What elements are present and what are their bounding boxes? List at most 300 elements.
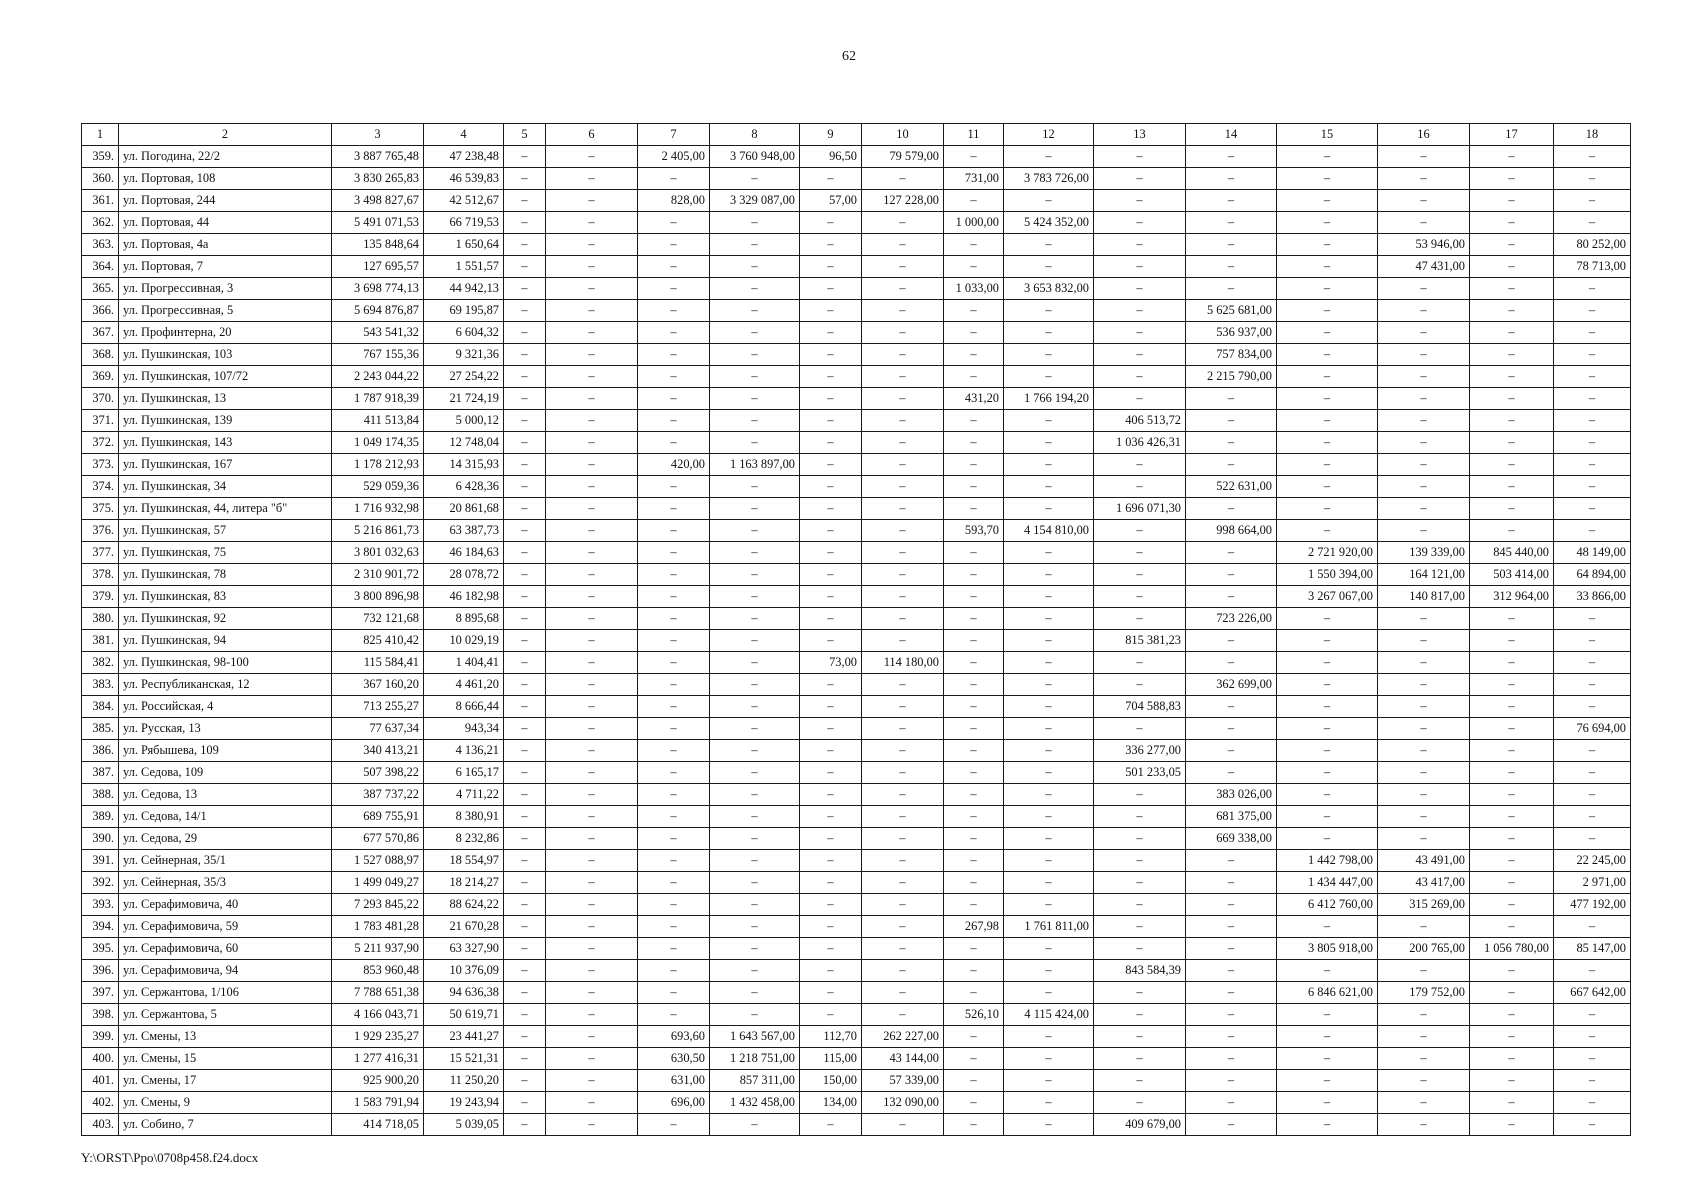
table-row: [82, 784, 1631, 806]
table-row: [82, 454, 1631, 476]
value-cell: –: [710, 960, 800, 982]
value-cell: 44 942,13: [424, 278, 504, 300]
value-cell: –: [710, 894, 800, 916]
value-cell: –: [710, 784, 800, 806]
value-cell: –: [638, 718, 710, 740]
value-cell: 1 499 049,27: [332, 872, 424, 894]
value-cell: –: [1554, 278, 1631, 300]
value-cell: –: [546, 982, 638, 1004]
value-cell: 85 147,00: [1554, 938, 1631, 960]
value-cell: 27 254,22: [424, 366, 504, 388]
value-cell: –: [1470, 762, 1554, 784]
value-cell: 1 583 791,94: [332, 1092, 424, 1114]
value-cell: –: [1186, 410, 1277, 432]
value-cell: 79 579,00: [862, 146, 944, 168]
table-row: [82, 476, 1631, 498]
value-cell: –: [1277, 916, 1378, 938]
value-cell: –: [1186, 1092, 1277, 1114]
value-cell: –: [504, 872, 546, 894]
value-cell: –: [1004, 630, 1094, 652]
value-cell: –: [504, 982, 546, 1004]
value-cell: –: [1004, 476, 1094, 498]
value-cell: –: [800, 366, 862, 388]
value-cell: –: [546, 564, 638, 586]
value-cell: 843 584,39: [1094, 960, 1186, 982]
value-cell: –: [1277, 344, 1378, 366]
table-row: [82, 1048, 1631, 1070]
value-cell: –: [1186, 146, 1277, 168]
value-cell: –: [862, 608, 944, 630]
value-cell: –: [638, 762, 710, 784]
value-cell: –: [638, 234, 710, 256]
value-cell: –: [800, 432, 862, 454]
value-cell: –: [862, 564, 944, 586]
value-cell: –: [1554, 1070, 1631, 1092]
page-number: 62: [842, 49, 856, 64]
value-cell: –: [1277, 278, 1378, 300]
value-cell: –: [1378, 960, 1470, 982]
row-number-cell: 390.: [82, 828, 119, 850]
value-cell: –: [638, 300, 710, 322]
row-number-cell: 397.: [82, 982, 119, 1004]
value-cell: –: [944, 542, 1004, 564]
value-cell: –: [546, 410, 638, 432]
value-cell: 536 937,00: [1186, 322, 1277, 344]
table-row: [82, 190, 1631, 212]
value-cell: 757 834,00: [1186, 344, 1277, 366]
value-cell: 414 718,05: [332, 1114, 424, 1136]
table-row: [82, 278, 1631, 300]
value-cell: –: [1004, 740, 1094, 762]
value-cell: –: [546, 388, 638, 410]
value-cell: –: [1186, 872, 1277, 894]
value-cell: –: [944, 762, 1004, 784]
value-cell: 4 461,20: [424, 674, 504, 696]
value-cell: –: [1004, 894, 1094, 916]
value-cell: 8 380,91: [424, 806, 504, 828]
value-cell: 2 243 044,22: [332, 366, 424, 388]
value-cell: –: [862, 1114, 944, 1136]
data-table: [81, 123, 1631, 1136]
file-path-footer: Y:\ORST\Ppo\0708p458.f24.docx: [81, 1150, 259, 1165]
value-cell: –: [944, 1070, 1004, 1092]
value-cell: –: [638, 674, 710, 696]
value-cell: –: [1378, 828, 1470, 850]
value-cell: –: [710, 476, 800, 498]
table-row: [82, 432, 1631, 454]
value-cell: –: [1186, 168, 1277, 190]
value-cell: 943,34: [424, 718, 504, 740]
value-cell: –: [504, 1048, 546, 1070]
value-cell: 6 412 760,00: [1277, 894, 1378, 916]
value-cell: –: [800, 740, 862, 762]
value-cell: –: [504, 1070, 546, 1092]
value-cell: –: [638, 982, 710, 1004]
value-cell: 1 527 088,97: [332, 850, 424, 872]
table-row: [82, 652, 1631, 674]
value-cell: 262 227,00: [862, 1026, 944, 1048]
value-cell: 315 269,00: [1378, 894, 1470, 916]
value-cell: 43 491,00: [1378, 850, 1470, 872]
value-cell: –: [1094, 608, 1186, 630]
value-cell: –: [1094, 564, 1186, 586]
row-number-cell: 401.: [82, 1070, 119, 1092]
value-cell: 713 255,27: [332, 696, 424, 718]
address-cell: ул. Пушкинская, 75: [119, 542, 332, 564]
value-cell: –: [1470, 520, 1554, 542]
value-cell: –: [800, 212, 862, 234]
value-cell: –: [944, 146, 1004, 168]
value-cell: 4 711,22: [424, 784, 504, 806]
table-row: [82, 674, 1631, 696]
value-cell: 1 551,57: [424, 256, 504, 278]
value-cell: –: [1470, 806, 1554, 828]
value-cell: –: [1378, 300, 1470, 322]
row-number-cell: 359.: [82, 146, 119, 168]
value-cell: –: [1186, 762, 1277, 784]
value-cell: –: [1186, 212, 1277, 234]
value-cell: –: [504, 894, 546, 916]
value-cell: –: [546, 476, 638, 498]
value-cell: –: [546, 1048, 638, 1070]
value-cell: –: [944, 564, 1004, 586]
column-number-header: 1: [82, 124, 119, 146]
value-cell: –: [1470, 1114, 1554, 1136]
value-cell: –: [1094, 1004, 1186, 1026]
value-cell: –: [1554, 1048, 1631, 1070]
value-cell: 9 321,36: [424, 344, 504, 366]
value-cell: –: [800, 784, 862, 806]
value-cell: 57,00: [800, 190, 862, 212]
value-cell: –: [710, 322, 800, 344]
row-number-cell: 378.: [82, 564, 119, 586]
value-cell: –: [800, 168, 862, 190]
value-cell: –: [1004, 1026, 1094, 1048]
value-cell: –: [944, 938, 1004, 960]
value-cell: –: [1378, 630, 1470, 652]
value-cell: –: [638, 740, 710, 762]
value-cell: 10 029,19: [424, 630, 504, 652]
table-row: [82, 828, 1631, 850]
value-cell: –: [800, 960, 862, 982]
value-cell: 179 752,00: [1378, 982, 1470, 1004]
address-cell: ул. Серафимовича, 40: [119, 894, 332, 916]
value-cell: –: [710, 674, 800, 696]
value-cell: –: [1004, 146, 1094, 168]
value-cell: –: [1277, 212, 1378, 234]
value-cell: 362 699,00: [1186, 674, 1277, 696]
value-cell: –: [1470, 674, 1554, 696]
value-cell: –: [944, 1092, 1004, 1114]
value-cell: 825 410,42: [332, 630, 424, 652]
value-cell: –: [1470, 740, 1554, 762]
value-cell: 477 192,00: [1554, 894, 1631, 916]
value-cell: –: [638, 1114, 710, 1136]
value-cell: –: [944, 300, 1004, 322]
value-cell: –: [1277, 190, 1378, 212]
value-cell: –: [1554, 1114, 1631, 1136]
value-cell: –: [710, 872, 800, 894]
value-cell: –: [1470, 234, 1554, 256]
value-cell: –: [862, 960, 944, 982]
column-number-header: 9: [800, 124, 862, 146]
value-cell: –: [638, 608, 710, 630]
value-cell: –: [504, 1114, 546, 1136]
value-cell: –: [504, 520, 546, 542]
address-cell: ул. Портовая, 7: [119, 256, 332, 278]
value-cell: 1 696 071,30: [1094, 498, 1186, 520]
value-cell: 88 624,22: [424, 894, 504, 916]
value-cell: 501 233,05: [1094, 762, 1186, 784]
column-number-header: 17: [1470, 124, 1554, 146]
value-cell: 336 277,00: [1094, 740, 1186, 762]
value-cell: –: [1470, 872, 1554, 894]
value-cell: –: [504, 828, 546, 850]
value-cell: –: [862, 520, 944, 542]
value-cell: –: [1378, 916, 1470, 938]
address-cell: ул. Пушкинская, 13: [119, 388, 332, 410]
value-cell: 6 428,36: [424, 476, 504, 498]
value-cell: –: [862, 762, 944, 784]
table-row: [82, 982, 1631, 1004]
value-cell: –: [944, 806, 1004, 828]
value-cell: –: [1554, 190, 1631, 212]
value-cell: –: [1004, 498, 1094, 520]
value-cell: 998 664,00: [1186, 520, 1277, 542]
value-cell: –: [1378, 146, 1470, 168]
address-cell: ул. Пушкинская, 139: [119, 410, 332, 432]
address-cell: ул. Сейнерная, 35/3: [119, 872, 332, 894]
value-cell: –: [1378, 454, 1470, 476]
value-cell: 1 404,41: [424, 652, 504, 674]
value-cell: –: [1186, 1004, 1277, 1026]
value-cell: 1 761 811,00: [1004, 916, 1094, 938]
value-cell: –: [862, 982, 944, 1004]
value-cell: –: [546, 762, 638, 784]
table-row: [82, 300, 1631, 322]
value-cell: –: [862, 300, 944, 322]
value-cell: 46 539,83: [424, 168, 504, 190]
address-cell: ул. Пушкинская, 83: [119, 586, 332, 608]
table-row: [82, 344, 1631, 366]
value-cell: –: [800, 938, 862, 960]
value-cell: 1 716 932,98: [332, 498, 424, 520]
row-number-cell: 402.: [82, 1092, 119, 1114]
value-cell: 18 554,97: [424, 850, 504, 872]
value-cell: 76 694,00: [1554, 718, 1631, 740]
value-cell: –: [504, 432, 546, 454]
value-cell: 43 144,00: [862, 1048, 944, 1070]
value-cell: –: [1554, 344, 1631, 366]
value-cell: –: [546, 652, 638, 674]
value-cell: –: [1094, 586, 1186, 608]
value-cell: –: [546, 828, 638, 850]
value-cell: –: [944, 498, 1004, 520]
value-cell: –: [1186, 630, 1277, 652]
value-cell: 1 766 194,20: [1004, 388, 1094, 410]
value-cell: –: [710, 762, 800, 784]
value-cell: 267,98: [944, 916, 1004, 938]
value-cell: 526,10: [944, 1004, 1004, 1026]
value-cell: 5 694 876,87: [332, 300, 424, 322]
value-cell: 631,00: [638, 1070, 710, 1092]
row-number-cell: 365.: [82, 278, 119, 300]
row-number-cell: 384.: [82, 696, 119, 718]
value-cell: –: [1277, 300, 1378, 322]
value-cell: –: [1004, 850, 1094, 872]
value-cell: –: [1004, 564, 1094, 586]
value-cell: –: [862, 938, 944, 960]
value-cell: –: [944, 322, 1004, 344]
row-number-cell: 380.: [82, 608, 119, 630]
value-cell: 134,00: [800, 1092, 862, 1114]
value-cell: –: [638, 1004, 710, 1026]
value-cell: –: [1554, 740, 1631, 762]
value-cell: –: [1554, 1026, 1631, 1048]
value-cell: 2 405,00: [638, 146, 710, 168]
value-cell: 28 078,72: [424, 564, 504, 586]
value-cell: –: [800, 806, 862, 828]
value-cell: –: [1277, 146, 1378, 168]
value-cell: 3 830 265,83: [332, 168, 424, 190]
value-cell: 15 521,31: [424, 1048, 504, 1070]
address-cell: ул. Прогрессивная, 5: [119, 300, 332, 322]
value-cell: 7 788 651,38: [332, 982, 424, 1004]
column-number-header: 3: [332, 124, 424, 146]
value-cell: –: [1004, 1048, 1094, 1070]
value-cell: –: [1554, 366, 1631, 388]
value-cell: 387 737,22: [332, 784, 424, 806]
value-cell: –: [710, 256, 800, 278]
address-cell: ул. Седова, 14/1: [119, 806, 332, 828]
value-cell: –: [638, 322, 710, 344]
value-cell: –: [546, 234, 638, 256]
value-cell: –: [1470, 1004, 1554, 1026]
value-cell: –: [1554, 498, 1631, 520]
value-cell: 1 432 458,00: [710, 1092, 800, 1114]
value-cell: –: [1277, 1004, 1378, 1026]
value-cell: –: [710, 542, 800, 564]
value-cell: 696,00: [638, 1092, 710, 1114]
value-cell: –: [1277, 322, 1378, 344]
value-cell: –: [800, 1004, 862, 1026]
address-cell: ул. Смены, 15: [119, 1048, 332, 1070]
value-cell: 3 783 726,00: [1004, 168, 1094, 190]
row-number-cell: 368.: [82, 344, 119, 366]
value-cell: –: [1186, 696, 1277, 718]
value-cell: –: [638, 872, 710, 894]
address-cell: ул. Серафимовича, 59: [119, 916, 332, 938]
row-number-cell: 403.: [82, 1114, 119, 1136]
value-cell: 42 512,67: [424, 190, 504, 212]
value-cell: 5 625 681,00: [1186, 300, 1277, 322]
value-cell: –: [1378, 190, 1470, 212]
value-cell: –: [1094, 850, 1186, 872]
value-cell: –: [638, 278, 710, 300]
value-cell: 2 721 920,00: [1277, 542, 1378, 564]
value-cell: –: [504, 542, 546, 564]
value-cell: –: [1094, 1048, 1186, 1070]
value-cell: –: [944, 894, 1004, 916]
value-cell: –: [1094, 1092, 1186, 1114]
value-cell: 529 059,36: [332, 476, 424, 498]
address-cell: ул. Портовая, 244: [119, 190, 332, 212]
value-cell: –: [1094, 982, 1186, 1004]
address-cell: ул. Пушкинская, 92: [119, 608, 332, 630]
value-cell: 767 155,36: [332, 344, 424, 366]
value-cell: –: [1004, 608, 1094, 630]
value-cell: 1 442 798,00: [1277, 850, 1378, 872]
value-cell: 723 226,00: [1186, 608, 1277, 630]
value-cell: –: [862, 718, 944, 740]
value-cell: 8 666,44: [424, 696, 504, 718]
value-cell: –: [546, 344, 638, 366]
table-row: [82, 696, 1631, 718]
value-cell: –: [800, 608, 862, 630]
value-cell: –: [800, 1114, 862, 1136]
table-row: [82, 1114, 1631, 1136]
value-cell: –: [1277, 520, 1378, 542]
column-number-header: 12: [1004, 124, 1094, 146]
value-cell: –: [1470, 146, 1554, 168]
column-number-header: 18: [1554, 124, 1631, 146]
value-cell: 33 866,00: [1554, 586, 1631, 608]
value-cell: –: [800, 982, 862, 1004]
table-row: [82, 740, 1631, 762]
row-number-cell: 360.: [82, 168, 119, 190]
row-number-cell: 388.: [82, 784, 119, 806]
table-row: [82, 168, 1631, 190]
value-cell: –: [1004, 1092, 1094, 1114]
value-cell: –: [1277, 674, 1378, 696]
value-cell: –: [546, 1070, 638, 1092]
value-cell: –: [862, 674, 944, 696]
value-cell: –: [1094, 1026, 1186, 1048]
value-cell: –: [710, 608, 800, 630]
value-cell: –: [1554, 806, 1631, 828]
value-cell: 200 765,00: [1378, 938, 1470, 960]
value-cell: –: [944, 476, 1004, 498]
value-cell: –: [1004, 938, 1094, 960]
value-cell: –: [504, 586, 546, 608]
address-cell: ул. Пушкинская, 34: [119, 476, 332, 498]
address-cell: ул. Смены, 13: [119, 1026, 332, 1048]
value-cell: 431,20: [944, 388, 1004, 410]
value-cell: 23 441,27: [424, 1026, 504, 1048]
value-cell: –: [638, 850, 710, 872]
row-number-cell: 361.: [82, 190, 119, 212]
value-cell: –: [1554, 652, 1631, 674]
value-cell: –: [1004, 410, 1094, 432]
value-cell: –: [1378, 1048, 1470, 1070]
value-cell: –: [504, 212, 546, 234]
value-cell: –: [1378, 432, 1470, 454]
value-cell: 7 293 845,22: [332, 894, 424, 916]
value-cell: –: [546, 696, 638, 718]
table-row: [82, 366, 1631, 388]
value-cell: –: [1186, 960, 1277, 982]
value-cell: 48 149,00: [1554, 542, 1631, 564]
value-cell: 12 748,04: [424, 432, 504, 454]
value-cell: –: [1094, 476, 1186, 498]
row-number-cell: 394.: [82, 916, 119, 938]
value-cell: –: [944, 344, 1004, 366]
value-cell: –: [1554, 388, 1631, 410]
table-row: [82, 718, 1631, 740]
value-cell: –: [944, 1114, 1004, 1136]
value-cell: –: [504, 608, 546, 630]
value-cell: –: [1004, 300, 1094, 322]
